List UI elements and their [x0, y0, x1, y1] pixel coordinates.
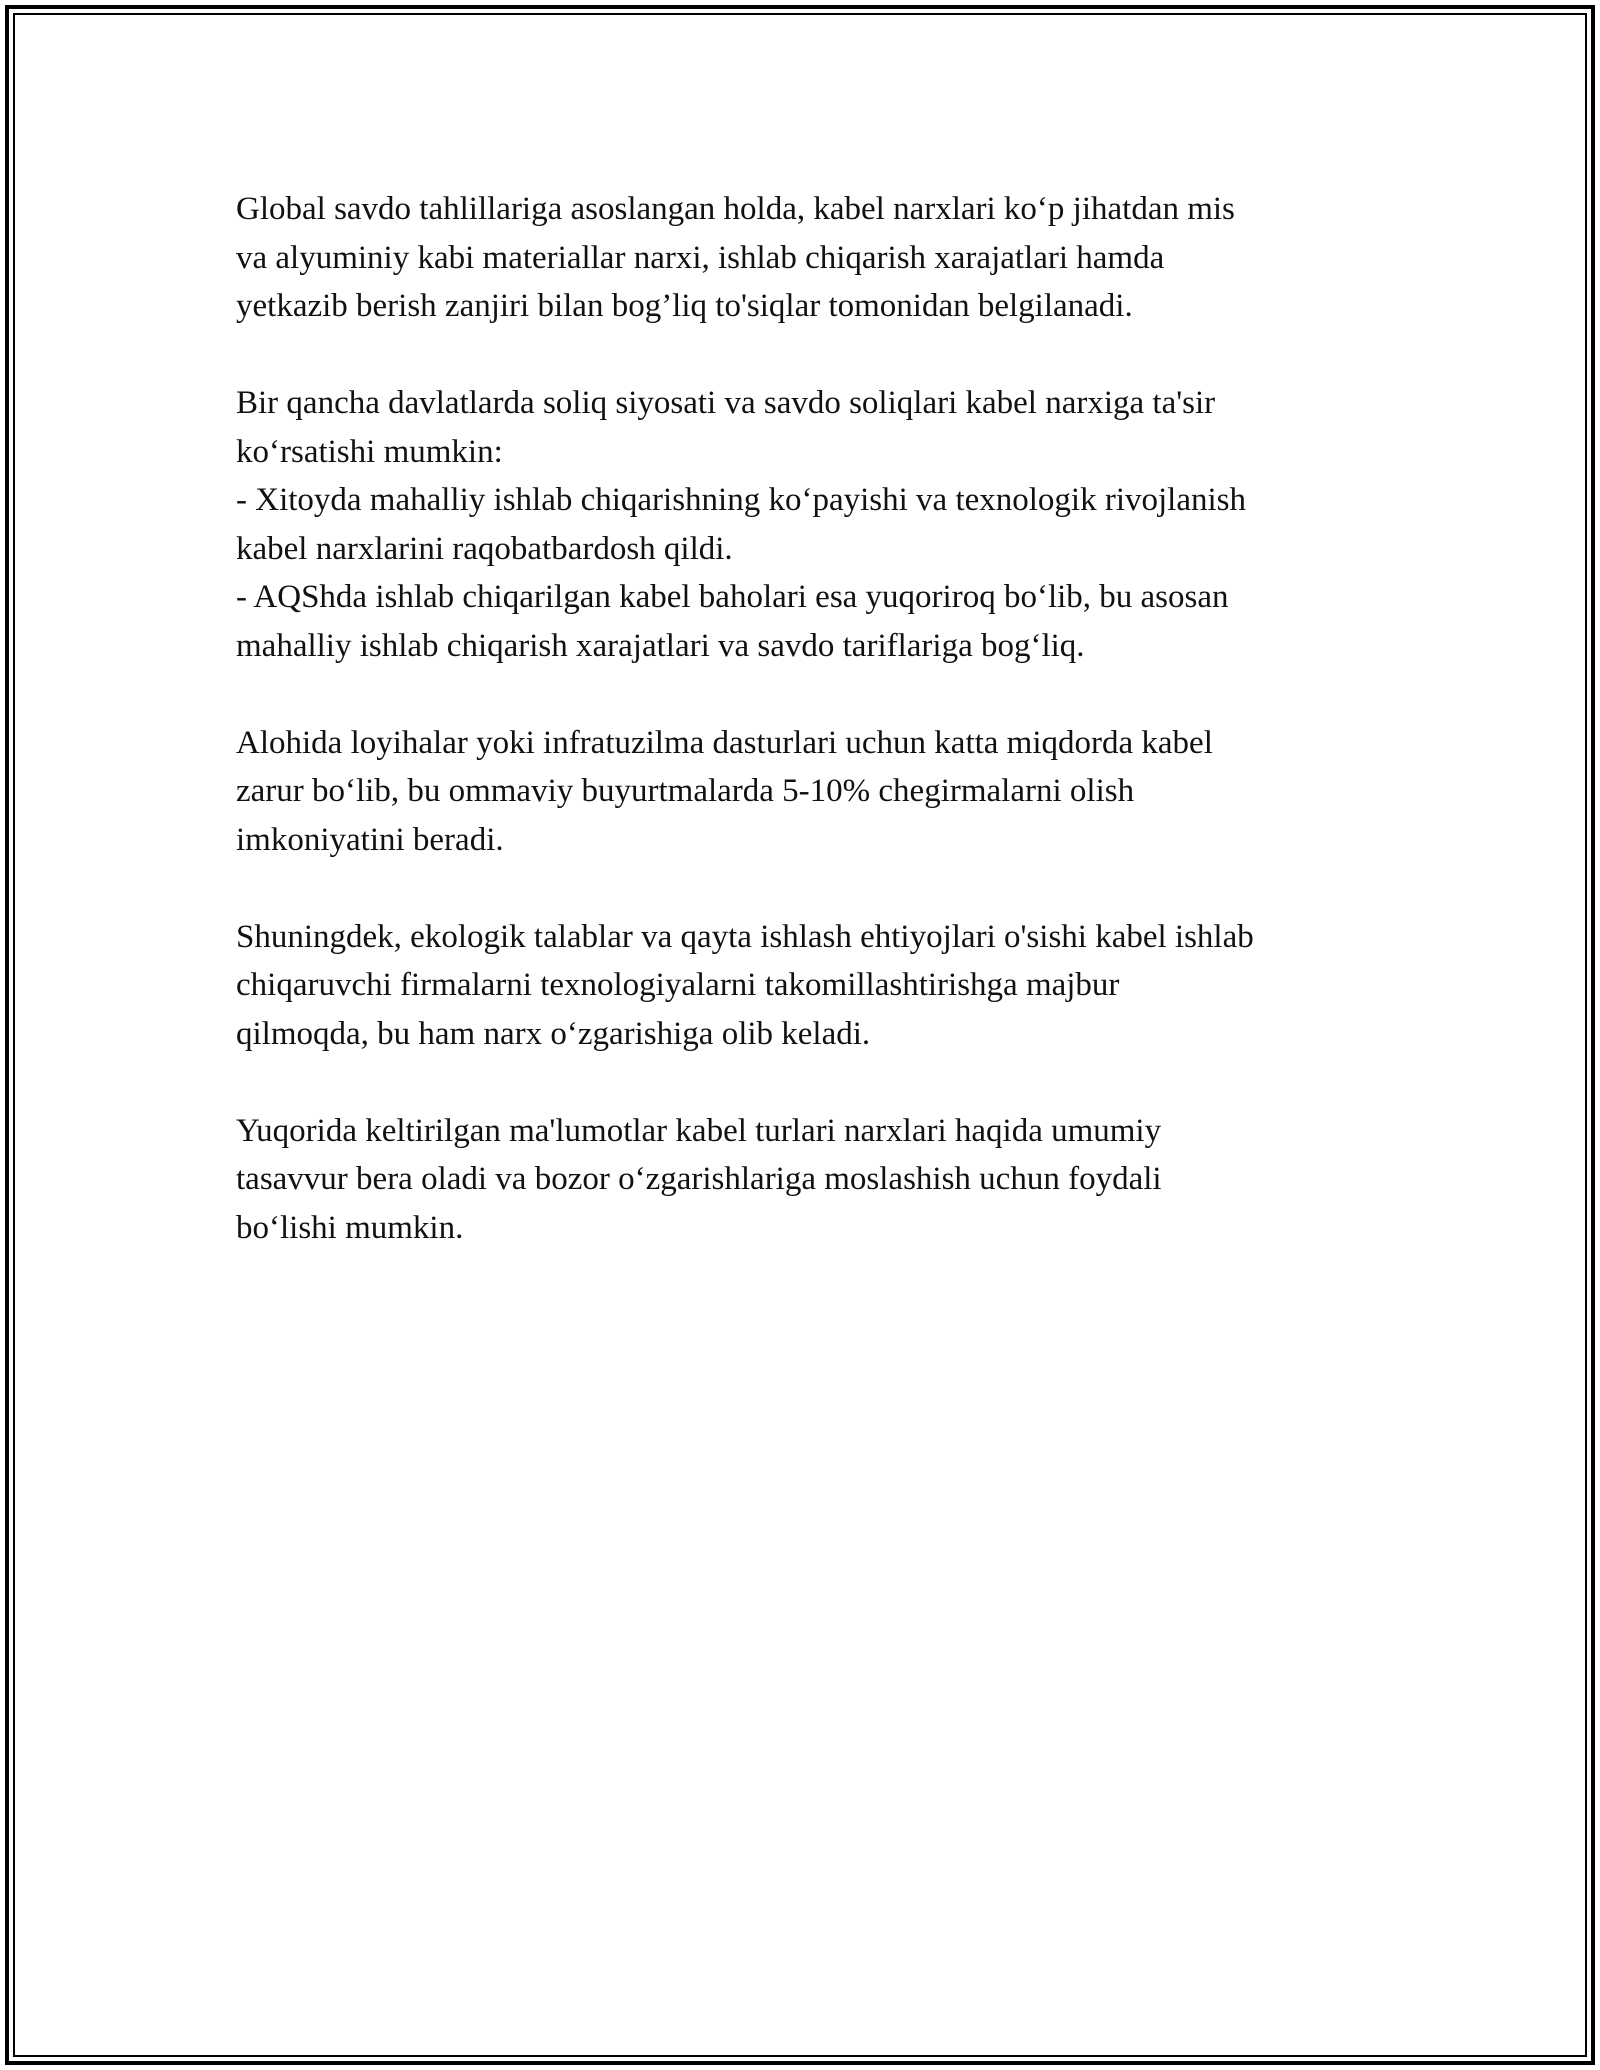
text-line: Yuqorida keltirilgan ma'lumotlar kabel turlari narxlari haqida umumiy	[236, 1112, 1162, 1149]
text-line: Shuningdek, ekologik talablar va qayta ishlash ehtiyojlari o'sishi kabel ishlab	[236, 918, 1254, 955]
paragraph-global-trade	[236, 185, 1386, 331]
text-line: imkoniyatini beradi.	[236, 821, 504, 858]
text-line: qilmoqda, bu ham narx o‘zgarishiga olib keladi.	[236, 1015, 871, 1052]
text-line: Bir qancha davlatlarda soliq siyosati va savdo soliqlari kabel narxiga ta'sir	[236, 385, 1216, 421]
text-line: va alyuminiy kabi materiallar narxi, ishlab chiqarish xarajatlari hamda	[236, 239, 1165, 276]
text-line: yetkazib berish zanjiri bilan bog’liq to'siqlar tomonidan belgilanadi.	[236, 288, 1133, 324]
paragraph-conclusion	[236, 1107, 1386, 1253]
text-line: zarur bo‘lib, bu ommaviy buyurtmalarda 5-10% chegirmalarni olish	[236, 773, 1135, 809]
text-line: chiqaruvchi firmalarni texnologiyalarni takomillashtirishga majbur	[236, 967, 1120, 1003]
paragraph-tax-policy	[236, 379, 1386, 670]
text-line: tasavvur bera oladi va bozor o‘zgarishlariga moslashish uchun foydali	[236, 1161, 1162, 1197]
list-item-china: - Xitoyda mahalliy ishlab chiqarishning ko‘payishi va texnologik rivojlanish	[236, 482, 1246, 518]
document-body	[236, 185, 1386, 1301]
text-line: Alohida loyihalar yoki infratuzilma dasturlari uchun katta miqdorda kabel	[236, 724, 1213, 761]
text-line: mahalliy ishlab chiqarish xarajatlari va savdo tariflariga bog‘liq.	[236, 627, 1085, 664]
text-line: ko‘rsatishi mumkin:	[236, 433, 503, 470]
list-item-usa: - AQShda ishlab chiqarilgan kabel baholari esa yuqoriroq bo‘lib, bu asosan	[236, 579, 1229, 615]
text-line: bo‘lishi mumkin.	[236, 1209, 464, 1246]
paragraph-bulk-orders	[236, 719, 1386, 865]
text-line: Global savdo tahlillariga asoslangan holda, kabel narxlari ko‘p jihatdan mis	[236, 191, 1235, 227]
text-line: kabel narxlarini raqobatbardosh qildi.	[236, 530, 733, 567]
paragraph-ecology	[236, 913, 1386, 1059]
